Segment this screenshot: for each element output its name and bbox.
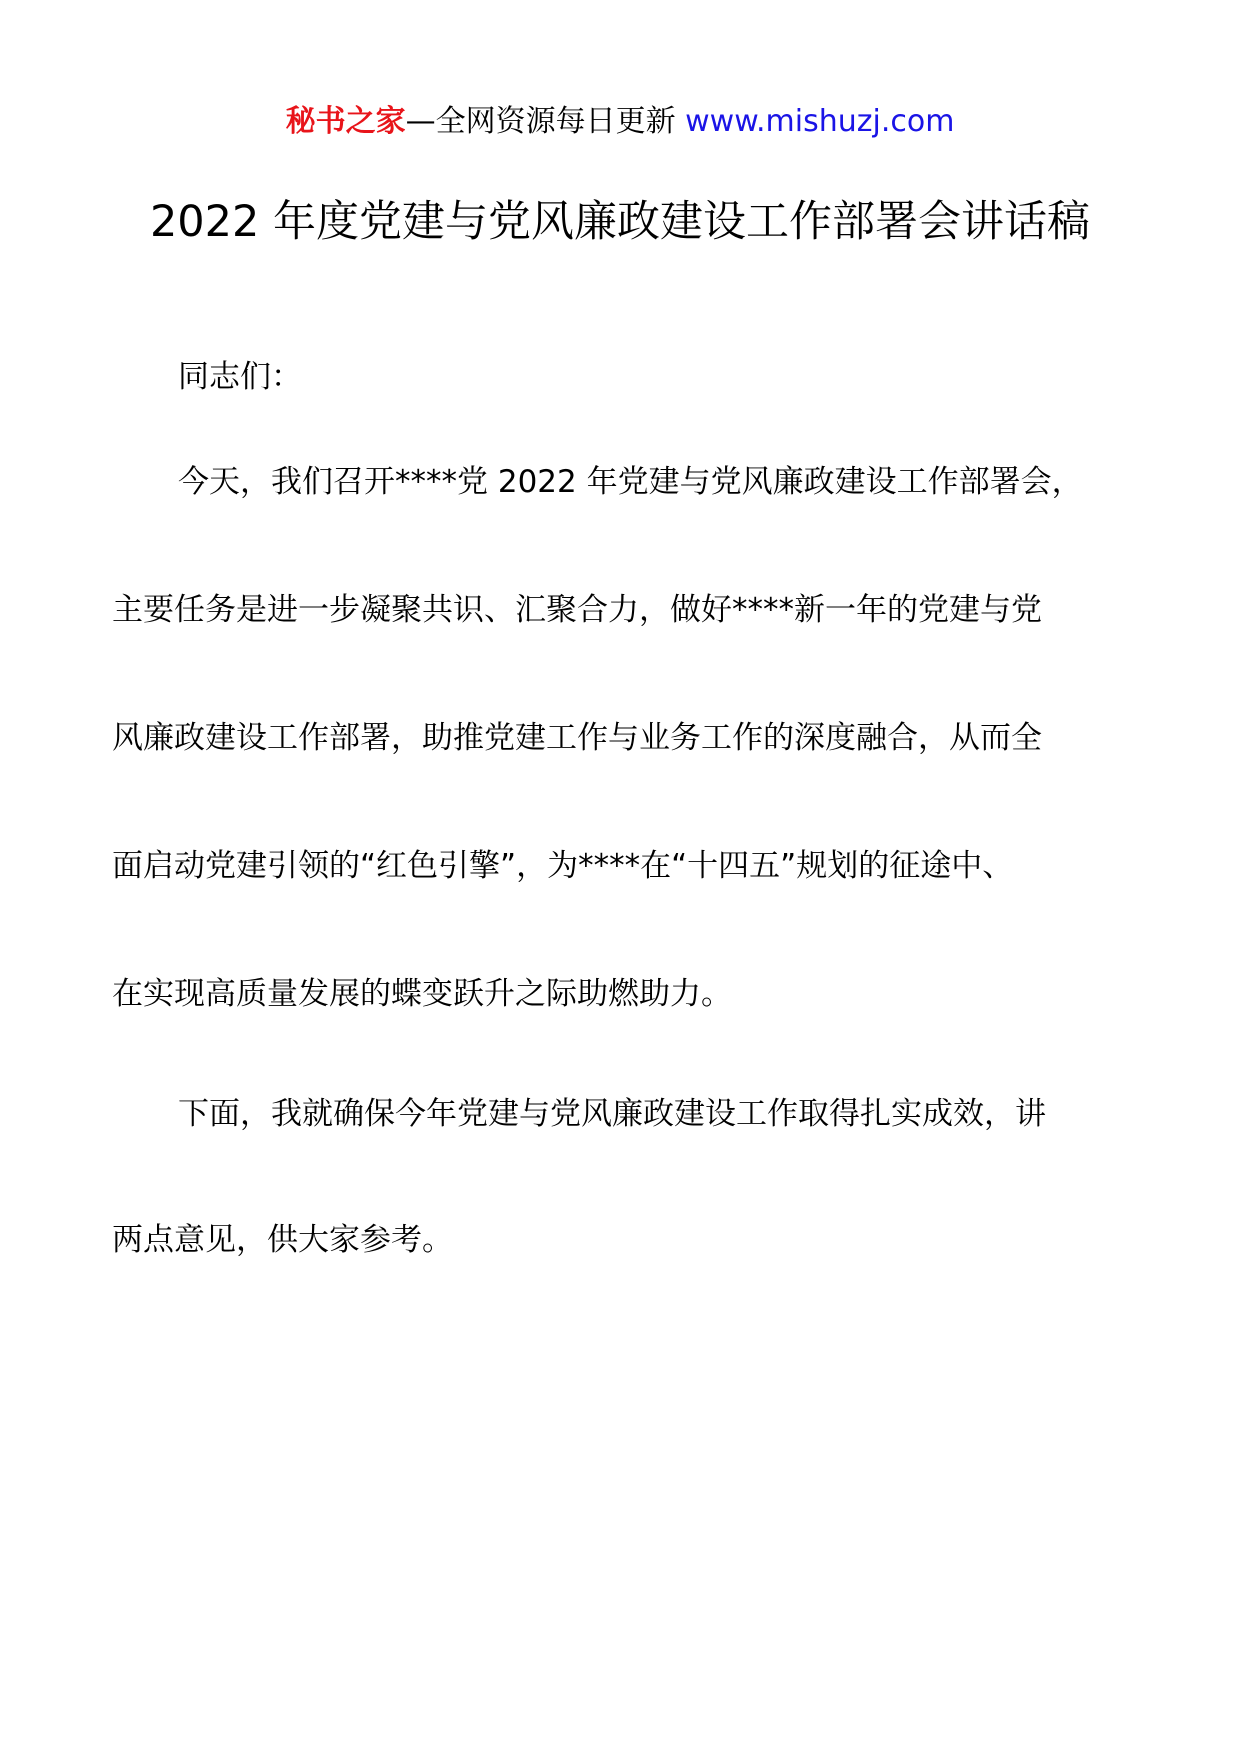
site-header xyxy=(0,100,1240,144)
site-url-link[interactable]: www.mishuzj.com xyxy=(685,104,955,139)
site-tagline: —全网资源每日更新 xyxy=(405,104,676,139)
document-title: 2022 年度党建与党风廉政建设工作部署会讲话稿 xyxy=(149,197,1091,247)
paragraph-2-line-1: 下面，我就确保今年党建与党风廉政建设工作取得扎实成效，讲 xyxy=(178,1096,1046,1132)
site-name: 秘书之家 xyxy=(285,104,406,139)
paragraph-2-line-2: 两点意见，供大家参考。 xyxy=(112,1222,453,1258)
paragraph-1-line-4: 面启动党建引领的“红色引擎”，为****在“十四五”规划的征途中、 xyxy=(112,848,1014,884)
paragraph-1-line-5: 在实现高质量发展的蝶变跃升之际助燃助力。 xyxy=(112,976,732,1012)
paragraph-1-line-3: 风廉政建设工作部署，助推党建工作与业务工作的深度融合，从而全 xyxy=(112,720,1042,756)
paragraph-1-line-1: 今天，我们召开****党 2022 年党建与党风廉政建设工作部署会， xyxy=(178,464,1083,500)
paragraph-1-line-2: 主要任务是进一步凝聚共识、汇聚合力，做好****新一年的党建与党 xyxy=(112,592,1042,628)
salutation-line: 同志们： xyxy=(178,359,302,395)
